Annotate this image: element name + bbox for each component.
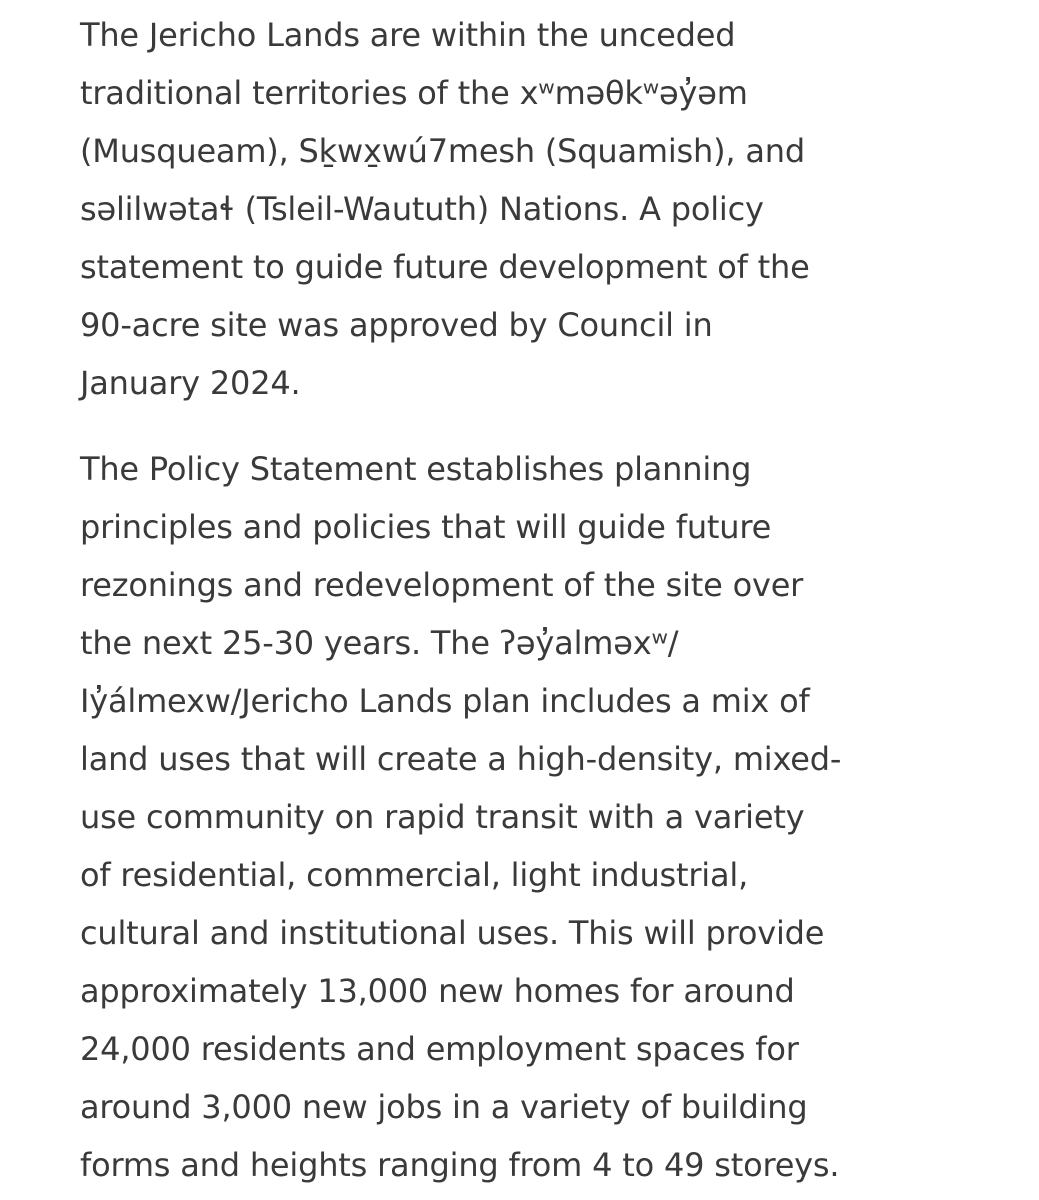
text-line: approximately 13,000 new homes for around (80, 972, 795, 1010)
text-line: January 2024. (80, 364, 301, 402)
text-line: traditional territories of the xʷməθkʷəy̓əm (80, 74, 748, 112)
text-line: Iy̓álmexw/Jericho Lands plan includes a mix of (80, 682, 810, 720)
text-line: statement to guide future development of the (80, 248, 810, 286)
paragraph-land-acknowledgement (80, 6, 980, 412)
text-line: of residential, commercial, light industrial, (80, 856, 749, 894)
text-line: (Musqueam), Sḵwx̱wú7mesh (Squamish), and (80, 132, 805, 170)
text-line: rezonings and redevelopment of the site over (80, 566, 804, 604)
paragraph-policy-statement (80, 440, 980, 1194)
text-line: use community on rapid transit with a variety (80, 798, 805, 836)
text-line: 90-acre site was approved by Council in (80, 306, 713, 344)
text-line: cultural and institutional uses. This will provide (80, 914, 825, 952)
text-line: the next 25-30 years. The ʔəy̓alməxʷ/ (80, 624, 679, 662)
text-line: The Policy Statement establishes planning (80, 450, 752, 488)
text-line: The Jericho Lands are within the unceded (80, 16, 736, 54)
text-line: səlilwətaɬ (Tsleil-Waututh) Nations. A policy (80, 190, 764, 228)
article-body (80, 6, 980, 1194)
text-line: forms and heights ranging from 4 to 49 storeys. (80, 1146, 840, 1184)
text-line: 24,000 residents and employment spaces for (80, 1030, 799, 1068)
text-line: principles and policies that will guide future (80, 508, 772, 546)
text-line: land uses that will create a high-density, mixed- (80, 740, 842, 778)
text-line: around 3,000 new jobs in a variety of building (80, 1088, 808, 1126)
